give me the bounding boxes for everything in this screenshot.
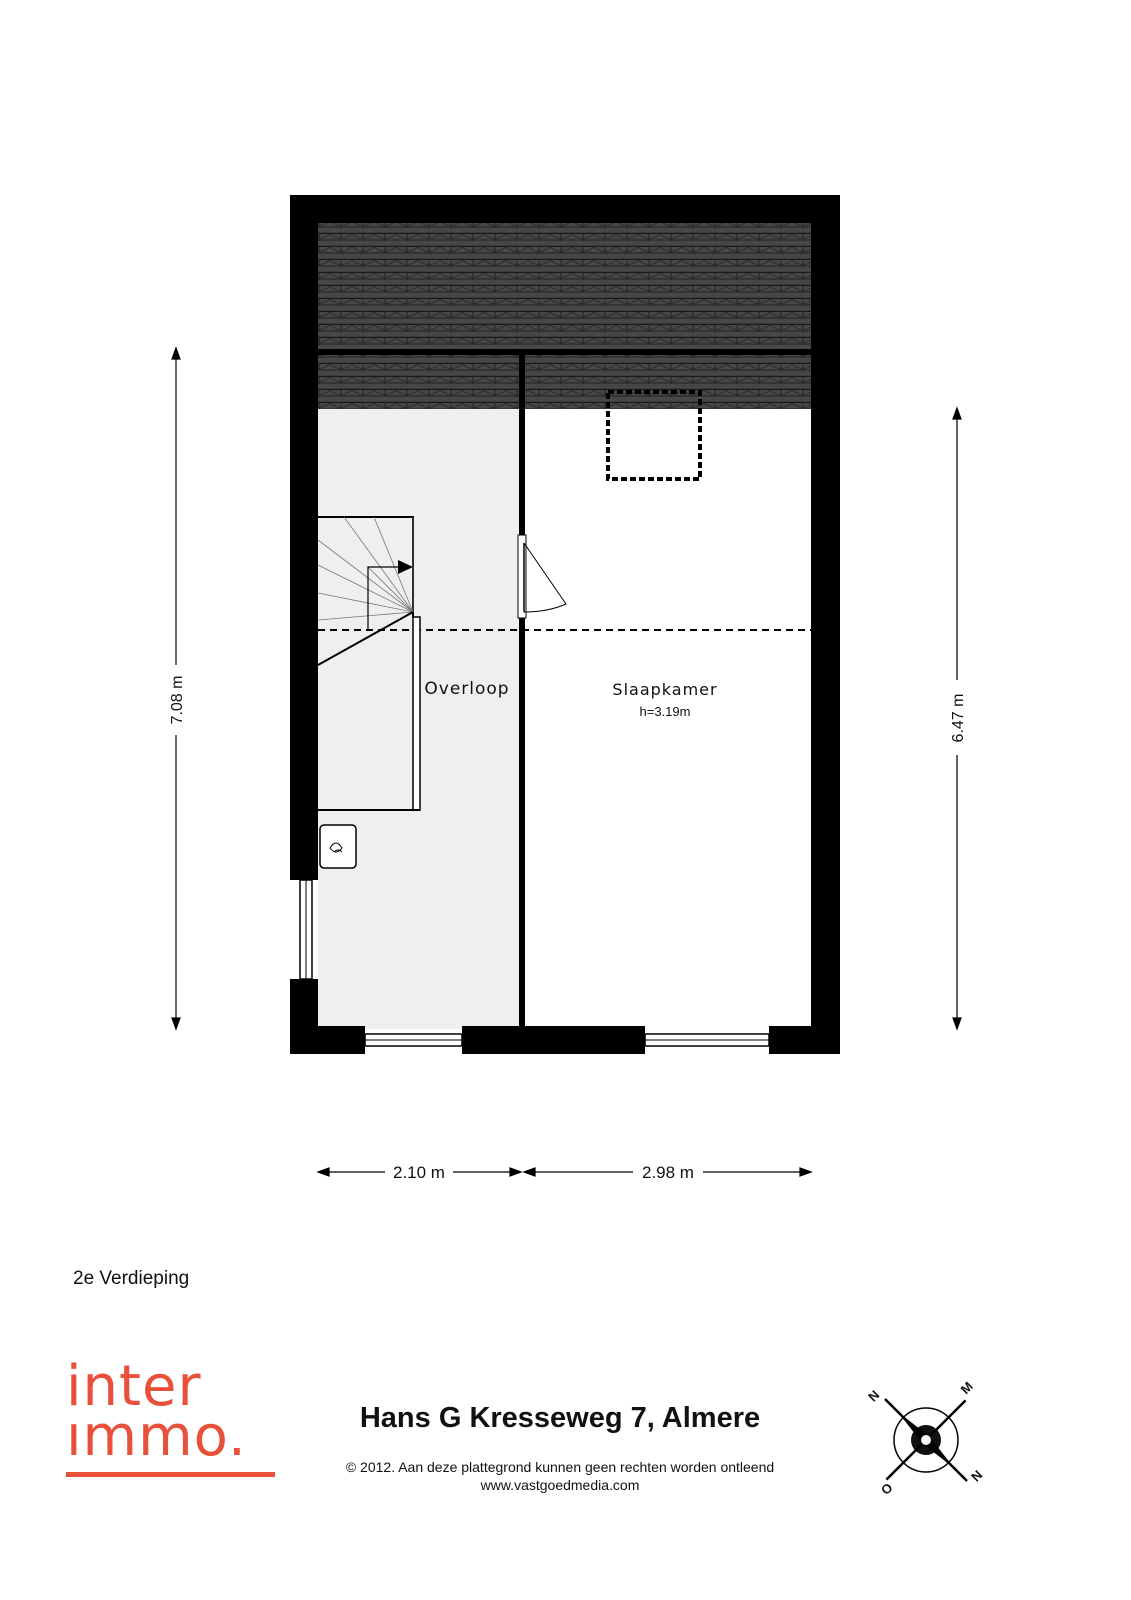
window-bottom-left [365,1034,462,1046]
room-height-note: h=3.19m [639,704,691,719]
room-label-landing: Overloop [424,679,510,699]
boiler [320,825,356,868]
property-address: Hans G Kresseweg 7, Almere [359,1402,761,1434]
compass-label-o: O [877,1479,896,1498]
dimension-label-left: 7.08 m [169,675,186,725]
room-label-bedroom: Slaapkamer [612,680,718,699]
dimension-label-bottom-left: 2.10 m [393,1163,445,1182]
window-left [300,880,312,979]
window-bottom-right [645,1034,769,1046]
copyright-notice: © 2012. Aan deze plattegrond kunnen geen rechten worden ontleend [345,1459,775,1475]
floor-label: 2e Verdieping [73,1268,190,1289]
interimmo-logo [66,1354,275,1477]
logo-line-1: inter [66,1354,202,1419]
compass-label-n2: N [968,1467,986,1485]
interior-wall [519,349,525,1026]
dimension-label-right: 6.47 m [950,693,967,743]
compass-rose-icon [845,1359,1006,1520]
compass-label-n1: N [865,1387,883,1405]
compass-label-m: M [957,1378,976,1397]
dimension-label-bottom-right: 2.98 m [642,1163,694,1182]
bedroom-door [518,535,566,618]
logo-line-2: ımmo. [66,1404,247,1469]
website-link: www.vastgoedmedia.com [480,1477,640,1493]
roof-tiles [318,223,811,409]
logo-underline [66,1472,275,1477]
